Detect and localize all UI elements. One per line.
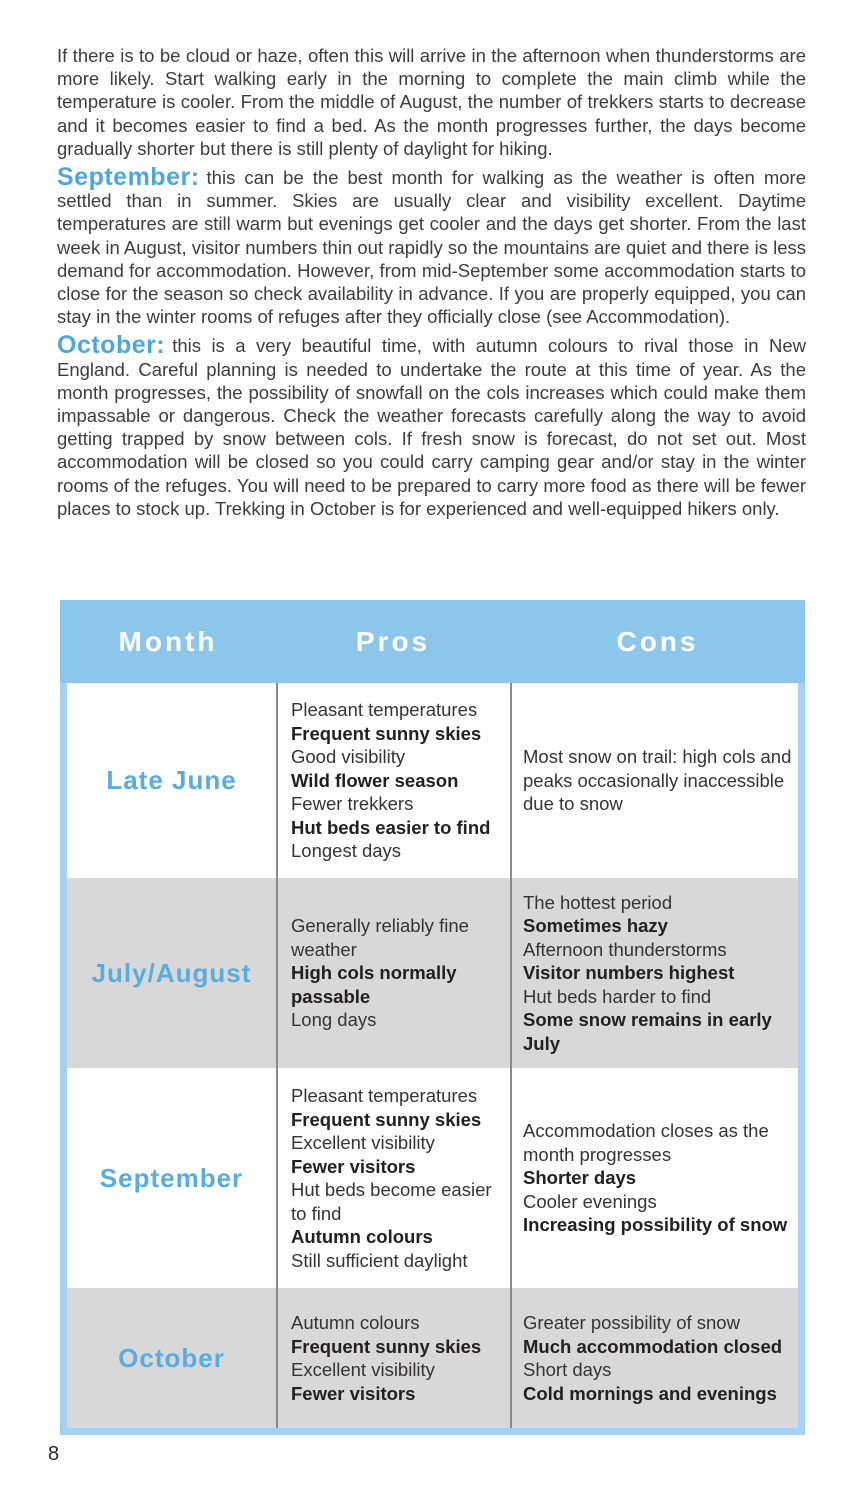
pros-item: Frequent sunny skies <box>291 1108 482 1130</box>
pros-item: Excellent visibility <box>291 1132 435 1153</box>
pros-cell <box>276 1288 510 1428</box>
cons-item: Hut beds harder to find <box>523 985 712 1007</box>
cons-cell <box>510 1288 798 1428</box>
paragraph-text: If there is to be cloud or haze, often this will arrive in the afternoon when thunderstorms are more likely. Start walking early in the morning to complete the main climb while the temperature is cooler. From the middle of August, the number of trekkers starts to decrease and it becomes easier to find a bed. As the month progresses further, the days become gradually shorter but there is still plenty of daylight for hiking. <box>57 45 806 159</box>
cons-item: Cold mornings and evenings <box>523 1382 777 1404</box>
pros-item: Pleasant temperatures <box>291 1085 478 1106</box>
pros-item: Wild flower season <box>291 769 459 791</box>
cons-item: Short days <box>523 1359 612 1380</box>
table-row <box>67 683 798 878</box>
season-comparison-table <box>60 600 805 1435</box>
table-body <box>60 683 805 1435</box>
table-row <box>67 1288 798 1428</box>
month-label: October <box>118 1342 225 1373</box>
column-header-pros: Pros <box>355 625 431 657</box>
pros-item: High cols normally passable <box>291 962 457 1007</box>
pros-item: Fewer visitors <box>291 1382 416 1404</box>
table-row <box>67 1068 798 1288</box>
pros-cell <box>276 683 510 878</box>
paragraph-september <box>57 163 806 328</box>
cons-item: Much accommodation closed <box>523 1335 783 1357</box>
month-cell <box>67 683 276 878</box>
paragraph-text: this can be the best month for walking as the weather is often more settled than in summer. Skies are usually clear and visibility excellent. Daytime temperatures are still warm but evenings get cooler and the days get shorter. From the last week in August, visitor numbers thin out rapidly so the mountains are quiet and there is less demand for accommodation. However, from mid-September some accommodation starts to close for the season so check availability in advance. If you are properly equipped, you can stay in the winter rooms of refuges after they officially close (see Accommodation). <box>57 167 806 328</box>
cons-cell <box>510 878 798 1068</box>
cons-cell <box>510 683 798 878</box>
table-header-row <box>60 600 805 683</box>
paragraph-august <box>57 44 806 160</box>
month-label: July/August <box>91 957 252 988</box>
pros-item: Generally reliably fine weather <box>291 915 469 960</box>
cons-item: Shorter days <box>523 1167 637 1189</box>
month-cell <box>67 1288 276 1428</box>
month-cell <box>67 1068 276 1288</box>
cons-item: Cooler evenings <box>523 1190 657 1212</box>
pros-item: Fewer trekkers <box>291 793 414 815</box>
month-label: September <box>99 1162 244 1193</box>
pros-item: Longest days <box>291 840 402 862</box>
cons-item: Some snow remains in early July <box>523 1009 772 1054</box>
cons-item: Accommodation closes as the month progresses <box>523 1120 769 1165</box>
table-row <box>67 878 798 1068</box>
month-label: Late June <box>106 765 237 795</box>
pros-item: Pleasant temperatures <box>291 699 478 721</box>
pros-item: Long days <box>291 1009 377 1031</box>
cons-cell <box>510 1068 798 1288</box>
pros-item: Good visibility <box>291 746 406 768</box>
page-number: 8 <box>48 1443 60 1465</box>
pros-item: Hut beds easier to find <box>291 816 491 838</box>
pros-item: Frequent sunny skies <box>291 1335 482 1357</box>
cons-item: Sometimes hazy <box>523 915 668 937</box>
cons-item: Greater possibility of snow <box>523 1312 740 1333</box>
pros-cell <box>276 878 510 1068</box>
pros-item: Still sufficient daylight <box>291 1249 468 1271</box>
pros-item: Hut beds become easier to find <box>291 1179 492 1224</box>
intro-text-block <box>57 44 806 526</box>
cons-item: The hottest period <box>523 891 673 913</box>
pros-item: Fewer visitors <box>291 1155 416 1177</box>
pros-item: Autumn colours <box>291 1312 420 1333</box>
pros-item: Excellent visibility <box>291 1359 435 1380</box>
cons-item: Most snow on trail: high cols and peaks occasionally inaccessible due to snow <box>523 746 792 815</box>
cons-item: Increasing possibility of snow <box>523 1214 788 1236</box>
september-heading: September: <box>57 163 200 192</box>
column-header-cons: Cons <box>616 625 699 657</box>
column-header-month: Month <box>118 625 218 657</box>
month-cell <box>67 878 276 1068</box>
october-heading: October: <box>57 331 166 360</box>
cons-item: Visitor numbers highest <box>523 962 735 984</box>
cons-item: Afternoon thunderstorms <box>523 938 727 960</box>
pros-item: Autumn colours <box>291 1226 433 1247</box>
paragraph-october <box>57 331 806 520</box>
pros-cell <box>276 1068 510 1288</box>
paragraph-text: this is a very beautiful time, with autumn colours to rival those in New England. Careful planning is needed to undertake the route at this time of year. As the month progresses, the possibility of snowfall on the cols increases which could make them impassable or dangerous. Check the weather forecasts carefully along the way to avoid getting trapped by snow between cols. If fresh snow is forecast, do not set out. Most accommodation will be closed so you could carry camping gear and/or stay in the winter rooms of the refuges. You will need to be prepared to carry more food as there will be fewer places to stock up. Trekking in October is for experienced and well-equipped hikers only. <box>57 335 806 519</box>
pros-item: Frequent sunny skies <box>291 722 482 744</box>
